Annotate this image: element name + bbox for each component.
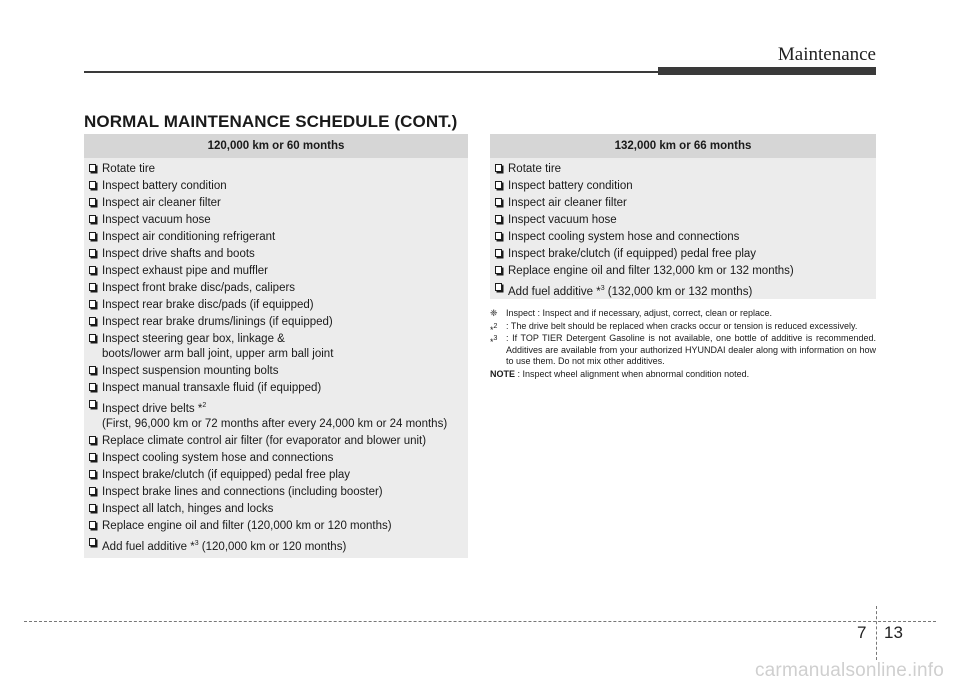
checkbox-icon — [89, 334, 96, 342]
schedule-table-132000 — [490, 134, 876, 299]
checkbox-icon — [495, 181, 502, 189]
table-body — [490, 158, 876, 300]
checkbox-icon — [89, 400, 96, 408]
checkbox-icon — [89, 232, 96, 240]
list-item: Inspect air conditioning refrigerant — [89, 230, 468, 245]
list-item: Inspect cooling system hose and connections — [495, 230, 876, 245]
list-item: Inspect rear brake drums/linings (if equipped) — [89, 315, 468, 330]
checkbox-icon — [89, 249, 96, 257]
list-item: Inspect cooling system hose and connections — [89, 451, 468, 466]
checkbox-icon — [495, 215, 502, 223]
checkbox-icon — [495, 266, 502, 274]
list-item: Inspect suspension mounting bolts — [89, 364, 468, 379]
table-body — [84, 158, 468, 555]
list-item: Add fuel additive *$^3$ (120,000 km or 120 months) — [89, 536, 468, 555]
checkbox-icon — [495, 198, 502, 206]
footnote-note: NOTE : Inspect wheel alignment when abnormal condition noted. — [490, 368, 750, 379]
list-item: Replace engine oil and filter 132,000 km or 132 months) — [495, 264, 876, 279]
list-item: Rotate tire — [89, 162, 468, 177]
checkbox-icon — [89, 436, 96, 444]
header-rule-accent — [658, 67, 876, 75]
checkbox-icon — [495, 249, 502, 257]
footnote-drive-belt: *$^2$ : The drive belt should be replaced when cracks occur or tension is reduced excessively. — [490, 320, 858, 335]
checkbox-icon — [495, 283, 502, 291]
list-item: Inspect air cleaner filter — [89, 196, 468, 211]
list-item: Inspect brake/clutch (if equipped) pedal free play — [495, 247, 876, 262]
table-heading: 132,000 km or 66 months — [490, 134, 876, 158]
checkbox-icon — [89, 215, 96, 223]
chapter-number: 7 — [857, 623, 867, 642]
list-item: Inspect rear brake disc/pads (if equipped) — [89, 298, 468, 313]
list-item: Inspect air cleaner filter — [495, 196, 876, 211]
section-title: Maintenance — [777, 44, 876, 65]
checkbox-icon — [89, 266, 96, 274]
checkbox-icon — [89, 487, 96, 495]
list-item: Inspect steering gear box, linkage & boots/lower arm ball joint, upper arm ball joint — [89, 332, 468, 362]
list-item: Inspect all latch, hinges and locks — [89, 502, 468, 517]
checkbox-icon — [89, 521, 96, 529]
list-item: Inspect vacuum hose — [495, 213, 876, 228]
list-item: Inspect drive belts *$^2$ (First, 96,000 km or 72 months after every 24,000 km or 24 months) — [89, 398, 468, 432]
page-number: 13 — [884, 623, 903, 642]
footnotes — [490, 308, 876, 381]
checkbox-icon — [89, 504, 96, 512]
page-title: NORMAL MAINTENANCE SCHEDULE (CONT.) — [84, 112, 458, 131]
list-item: Replace engine oil and filter (120,000 km or 120 months) — [89, 519, 468, 534]
checkbox-icon — [89, 470, 96, 478]
checkbox-icon — [89, 198, 96, 206]
checkbox-icon — [89, 300, 96, 308]
list-item: Inspect battery condition — [495, 179, 876, 194]
checkbox-icon — [89, 366, 96, 374]
footer-divider — [876, 606, 877, 660]
list-item: Inspect manual transaxle fluid (if equipped) — [89, 381, 468, 396]
list-item: Inspect brake/clutch (if equipped) pedal free play — [89, 468, 468, 483]
checkbox-icon — [89, 317, 96, 325]
list-item: Inspect drive shafts and boots — [89, 247, 468, 262]
table-heading: 120,000 km or 60 months — [84, 134, 468, 158]
list-item: Inspect battery condition — [89, 179, 468, 194]
list-item: Inspect vacuum hose — [89, 213, 468, 228]
list-item: Add fuel additive *$^3$ (132,000 km or 132 months) — [495, 281, 876, 300]
footnote-inspect: ❈ Inspect : Inspect and if necessary, adjust, correct, clean or replace. — [490, 308, 772, 318]
checkbox-icon — [495, 232, 502, 240]
schedule-table-120000 — [84, 134, 468, 558]
list-item: Inspect front brake disc/pads, calipers — [89, 281, 468, 296]
footnote-fuel-additive: *$^3$ : If TOP TIER Detergent Gasoline is not available, one bottle of additive is recommended. Additives are available from your authorized HYUNDAI dealer along with information on how to use them. Do not mix other additives. — [490, 333, 876, 366]
checkbox-icon — [89, 181, 96, 189]
checkbox-icon — [495, 164, 502, 172]
list-item: Replace climate control air filter (for evaporator and blower unit) — [89, 434, 468, 449]
list-item: Inspect exhaust pipe and muffler — [89, 264, 468, 279]
checkbox-icon — [89, 283, 96, 291]
list-item: Rotate tire — [495, 162, 876, 177]
checkbox-icon — [89, 383, 96, 391]
list-item: Inspect brake lines and connections (including booster) — [89, 485, 468, 500]
checkbox-icon — [89, 164, 96, 172]
checkbox-icon — [89, 538, 96, 546]
watermark: carmanualsonline.info — [754, 660, 944, 681]
checkbox-icon — [89, 453, 96, 461]
header-rule — [84, 71, 658, 73]
footer-rule — [24, 621, 936, 622]
